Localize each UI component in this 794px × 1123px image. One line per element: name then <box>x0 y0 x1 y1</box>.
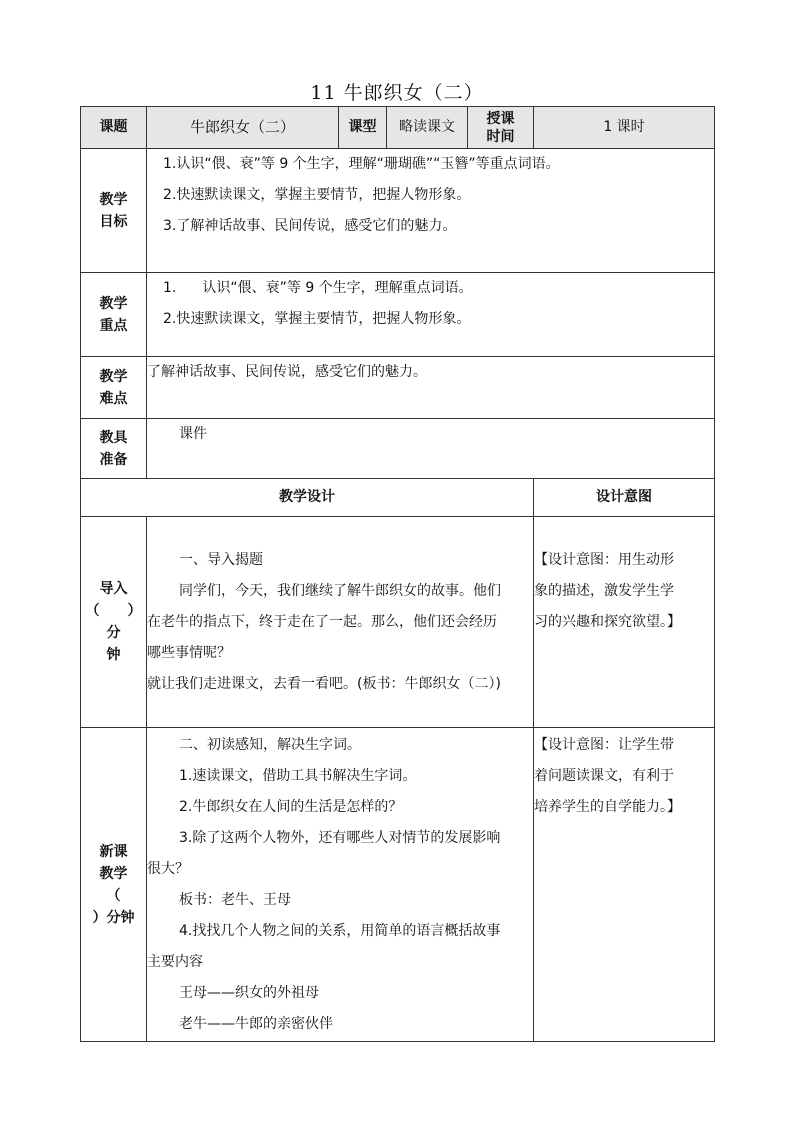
key-point-item: 2.快速默读课文，掌握主要情节，把握人物形象。 <box>163 311 471 327</box>
intro-line: 哪些事情呢？ <box>147 645 231 661</box>
aids-row <box>81 419 715 479</box>
intro-content <box>147 517 534 728</box>
time-label: 授课 时间 <box>468 107 534 149</box>
type-label: 课型 <box>339 107 387 149</box>
goals-row <box>81 149 715 273</box>
aids-content: 课件 <box>147 419 715 479</box>
difficulty-row <box>81 357 715 419</box>
lesson-line: 1.速读课文，借助工具书解决生字词。 <box>179 768 417 784</box>
intent-column-header: 设计意图 <box>534 479 715 517</box>
goal-item: 2.快速默读课文，掌握主要情节，把握人物形象。 <box>163 187 471 203</box>
difficulty-content: 了解神话故事、民间传说，感受它们的魅力。 <box>147 357 715 419</box>
topic-label: 课题 <box>81 107 147 149</box>
key-point-item: 1. 认识“偎、衰”等 9 个生字，理解重点词语。 <box>163 280 473 296</box>
lesson-line: 板书：老牛、王母 <box>179 892 291 908</box>
type-value: 略读课文 <box>387 107 468 149</box>
lesson-line: 主要内容 <box>147 954 203 970</box>
lesson-line: 2.牛郎织女在人间的生活是怎样的？ <box>179 799 403 815</box>
key-points-row <box>81 273 715 357</box>
new-lesson-row <box>81 728 715 1042</box>
new-lesson-intent: 【设计意图：让学生带 着问题读课文，有利于 培养学生的自学能力。】 <box>534 728 715 1042</box>
key-points-content <box>147 273 715 357</box>
goals-content <box>147 149 715 273</box>
header-row <box>81 107 715 149</box>
aids-label: 教具 准备 <box>81 419 147 479</box>
lesson-line: 二、初读感知，解决生字词。 <box>179 737 361 753</box>
goal-item: 3.了解神话故事、民间传说，感受它们的魅力。 <box>163 218 457 234</box>
intro-row <box>81 517 715 728</box>
lesson-plan-table <box>80 106 715 1042</box>
intro-line: 在老牛的指点下，终于走在了一起。那么，他们还会经历 <box>147 614 497 630</box>
page-title: 11 牛郎织女（二） <box>310 82 484 104</box>
intro-line: 同学们，今天，我们继续了解牛郎织女的故事。他们 <box>179 583 501 599</box>
new-lesson-content <box>147 728 534 1042</box>
new-lesson-label: 新课 教学 （ ）分钟 <box>81 728 147 1042</box>
design-header-row <box>81 479 715 517</box>
time-value: 1 课时 <box>534 107 715 149</box>
goals-label: 教学 目标 <box>81 149 147 273</box>
topic-value: 牛郎织女（二） <box>147 107 339 149</box>
lesson-line: 老牛——牛郎的亲密伙伴 <box>179 1016 333 1032</box>
key-points-label: 教学 重点 <box>81 273 147 357</box>
difficulty-label: 教学 难点 <box>81 357 147 419</box>
intro-line: 就让我们走进课文，去看一看吧。(板书：牛郎织女（二）) <box>147 676 501 692</box>
lesson-line: 王母——织女的外祖母 <box>179 985 319 1001</box>
intro-label: 导入 （ ）分 钟 <box>81 517 147 728</box>
design-column-header: 教学设计 <box>81 479 534 517</box>
lesson-line: 很大？ <box>147 861 189 877</box>
lesson-line: 4.找找几个人物之间的关系，用简单的语言概括故事 <box>179 923 501 939</box>
intro-intent: 【设计意图：用生动形 象的描述，激发学生学 习的兴趣和探究欲望。】 <box>534 517 715 728</box>
lesson-line: 3.除了这两个人物外，还有哪些人对情节的发展影响 <box>179 830 501 846</box>
intro-line: 一、导入揭题 <box>179 552 263 568</box>
goal-item: 1.认识“偎、衰”等 9 个生字，理解“珊瑚礁”“玉簪”等重点词语。 <box>163 156 560 172</box>
